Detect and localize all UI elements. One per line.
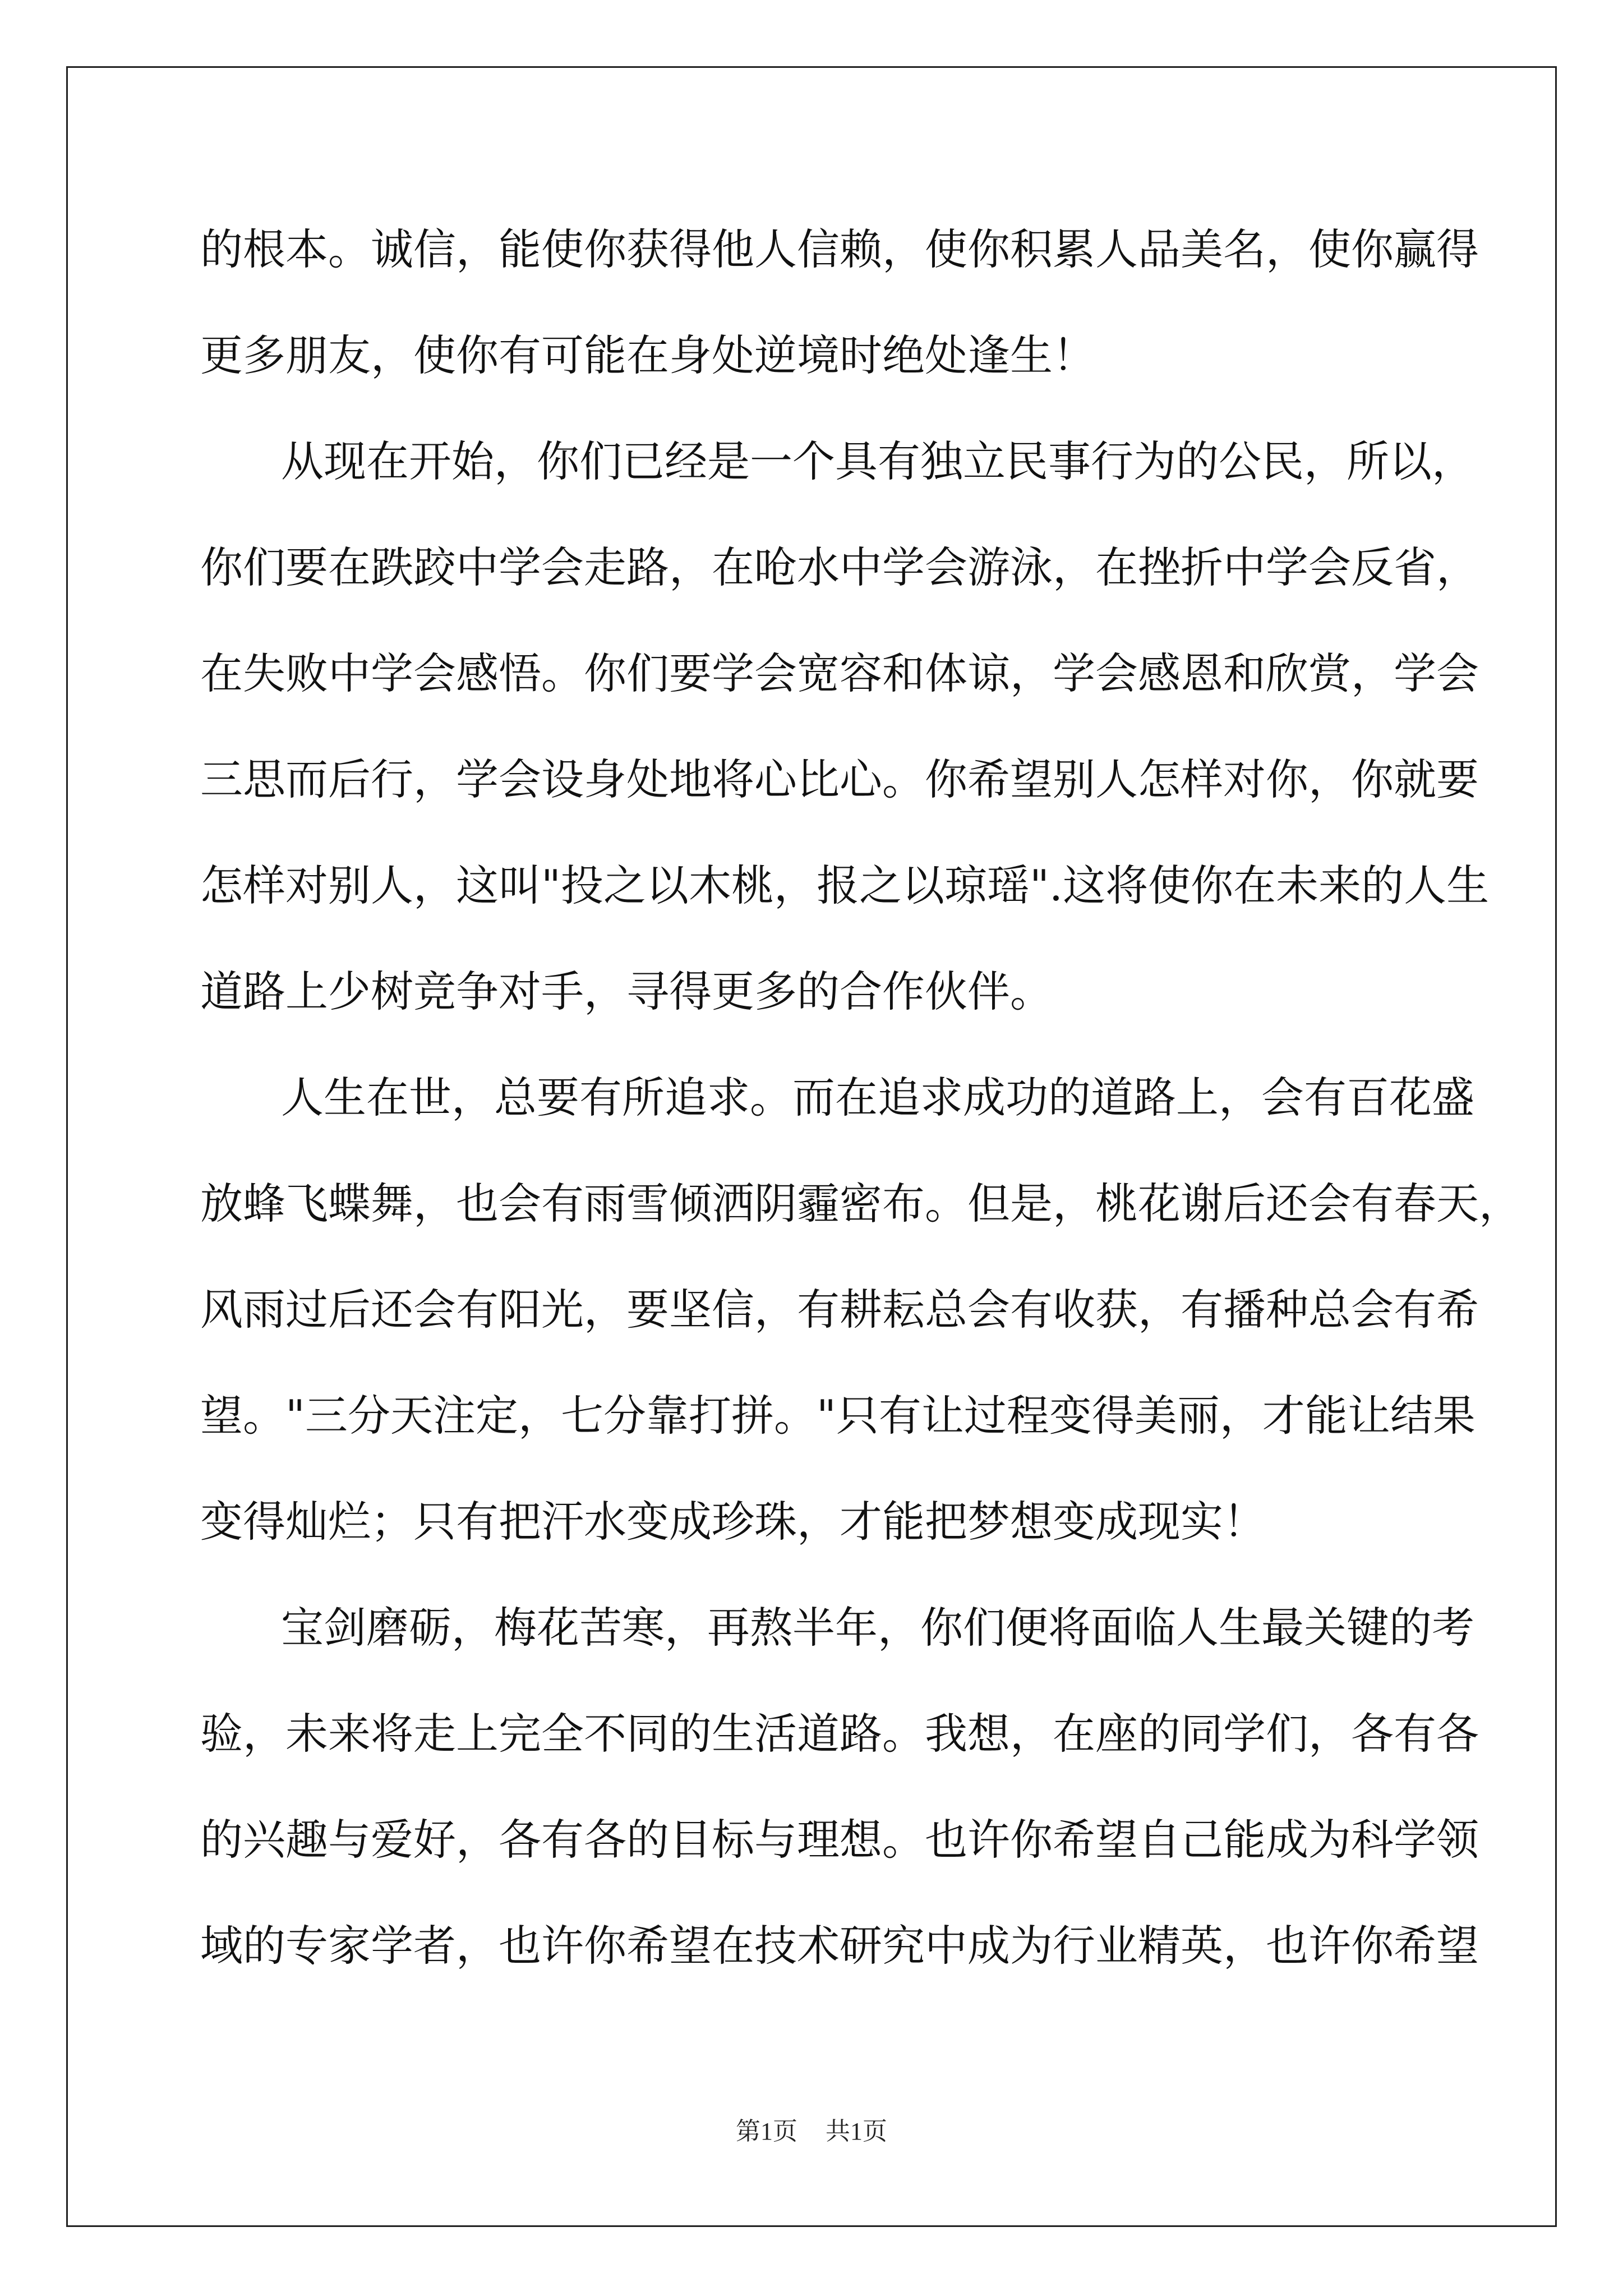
- page-footer: [0, 2111, 1623, 2147]
- text-line: 的兴趣与爱好，各有各的目标与理想。也许你希望自己能成为科学领: [200, 1815, 1479, 1865]
- text-line: 风雨过后还会有阳光，要坚信，有耕耘总会有收获，有播种总会有希: [200, 1285, 1479, 1335]
- paragraph-first-line: 宝剑磨砺，梅花苦寒，再熬半年，你们便将面临人生最关键的考: [281, 1603, 1474, 1653]
- total-pages: 共1页: [826, 2118, 887, 2145]
- text-line: 域的专家学者，也许你希望在技术研究中成为行业精英，也许你希望: [200, 1921, 1479, 1971]
- document-body: [200, 219, 1521, 2021]
- text-line: 在失败中学会感悟。你们要学会宽容和体谅，学会感恩和欣赏，学会: [200, 648, 1479, 698]
- text-line: 道路上少树竞争对手，寻得更多的合作伙伴。: [200, 967, 1053, 1016]
- text-line: 验，未来将走上完全不同的生活道路。我想，在座的同学们，各有各: [200, 1709, 1479, 1759]
- page-number: 第1页: [736, 2118, 797, 2145]
- paragraph-first-line: 从现在开始，你们已经是一个具有独立民事行为的公民，所以，: [281, 436, 1474, 486]
- text-line: 怎样对别人，这叫"投之以木桃，报之以琼瑶".这将使你在未来的人生: [200, 861, 1490, 910]
- text-line: 更多朋友，使你有可能在身处逆境时绝处逢生！: [200, 330, 1095, 380]
- text-line: 三思而后行，学会设身处地将心比心。你希望别人怎样对你，你就要: [200, 754, 1479, 804]
- text-line: 你们要在跌跤中学会走路，在呛水中学会游泳，在挫折中学会反省，: [200, 542, 1479, 592]
- paragraph-first-line: 人生在世，总要有所追求。而在追求成功的道路上，会有百花盛: [281, 1073, 1474, 1122]
- text-line: 望。"三分天注定，七分靠打拼。"只有让过程变得美丽，才能让结果: [200, 1391, 1476, 1441]
- text-line: 变得灿烂；只有把汗水变成珍珠，才能把梦想变成现实！: [200, 1497, 1266, 1547]
- text-line: 放蜂飞蝶舞，也会有雨雪倾洒阴霾密布。但是，桃花谢后还会有春天，: [200, 1179, 1521, 1228]
- text-line: 的根本。诚信，能使你获得他人信赖，使你积累人品美名，使你赢得: [200, 224, 1479, 274]
